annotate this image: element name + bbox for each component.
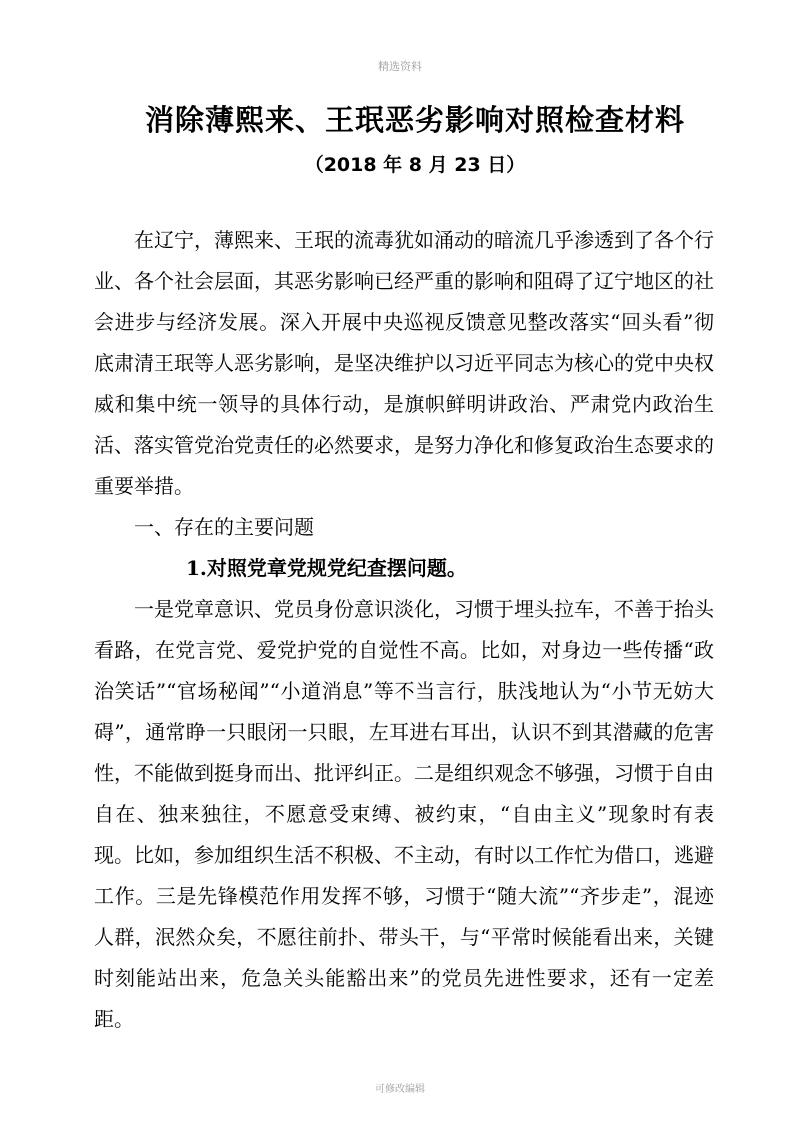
document-date: （2018 年 8 月 23 日）: [304, 154, 526, 176]
document-body: [94, 220, 714, 1040]
subsection-paragraph: [94, 589, 714, 1040]
section-heading: 一、存在的主要问题: [134, 515, 314, 539]
document-title: 消除薄熙来、王珉恶劣影响对照检查材料: [144, 103, 685, 137]
page-footer-label: 可修改编辑: [375, 1084, 425, 1095]
subsection-text: 党章意识、党员身份意识淡化，习惯于埋头拉车，不善于抬头看路，在党言党、爱党护党的自觉性不高。比如，对身边一些传播“政治笑话”“官场秘闻”“小道消息”等不当言行，肤浅地认为“小节无妨大碍”，通常睁一只眼闭一只眼，左耳进右耳出，认识不到其潜藏的危害性，不能做到挺身而出、批评纠正。二是组织观念不够强，习惯于自由自在、独来独往，不愿意受束缚、被约束，“自由主义”现象时有表现。比如，参加组织生活不积极、不主动，有时以工作忙为借口，逃避工作。三是先锋模范作用发挥不够，习惯于“随大流”“齐步走”，混迹人群，泯然众矣，不愿往前扑、带头干，与“平常时候能看出来，关键时刻能站出来，危急关头能豁出来”的党员先进性要求，还有一定差距。: [94, 597, 714, 1031]
page-header-label: 精选资料: [378, 60, 422, 73]
subsection-lead: 一是: [134, 597, 174, 621]
subsection-heading: 1.对照党章党规党纪查摆问题。: [186, 556, 467, 580]
intro-paragraph: 在辽宁，薄熙来、王珉的流毒犹如涌动的暗流几乎渗透到了各个行业、各个社会层面，其恶劣影响已经严重的影响和阻碍了辽宁地区的社会进步与经济发展。深入开展中央巡视反馈意见整改落实“回头看”彻底肃清王珉等人恶劣影响，是坚决维护以习近平同志为核心的党中央权威和集中统一领导的具体行动，是旗帜鲜明讲政治、严肃党内政治生活、落实管党治党责任的必然要求，是努力净化和修复政治生态要求的重要举措。: [94, 228, 714, 498]
